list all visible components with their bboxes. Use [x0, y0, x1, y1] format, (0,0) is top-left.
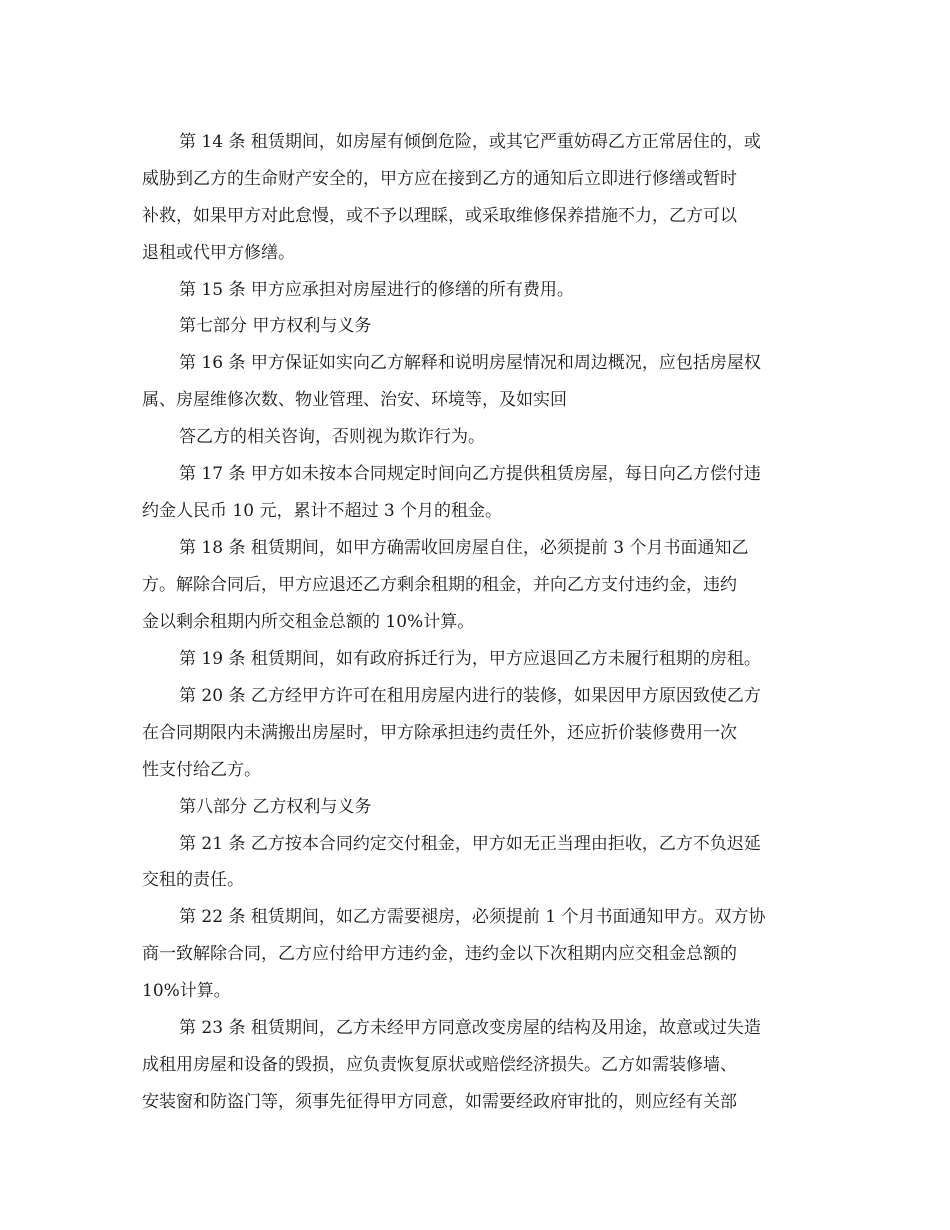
article-14-line-1: 第 14 条 租赁期间，如房屋有倾倒危险，或其它严重妨碍乙方正常居住的，或 — [179, 132, 761, 152]
article-14-line-2: 威胁到乙方的生命财产安全的，甲方应在接到乙方的通知后立即进行修缮或暂时 — [142, 169, 737, 189]
article-22-line-2: 商一致解除合同，乙方应付给甲方违约金，违约金以下次租期内应交租金总额的 — [142, 944, 737, 964]
article-14-line-4: 退租或代甲方修缮。 — [142, 243, 295, 263]
article-18-line-3: 金以剩余租期内所交租金总额的 10%计算。 — [142, 612, 475, 632]
article-23-line-3: 安装窗和防盗门等，须事先征得甲方同意，如需要经政府审批的，则应经有关部 — [142, 1092, 737, 1112]
article-20-line-3: 性支付给乙方。 — [142, 760, 261, 780]
article-20-line-2: 在合同期限内未满搬出房屋时，甲方除承担违约责任外，还应折价装修费用一次 — [142, 723, 737, 743]
article-21-line-2: 交租的责任。 — [142, 870, 244, 890]
article-16-line-3: 答乙方的相关咨询，否则视为欺诈行为。 — [179, 427, 485, 447]
article-15-line-1: 第 15 条 甲方应承担对房屋进行的修缮的所有费用。 — [179, 280, 574, 300]
article-18-line-1: 第 18 条 租赁期间，如甲方确需收回房屋自住，必须提前 3 个月书面通知乙 — [179, 538, 749, 558]
article-23-line-1: 第 23 条 租赁期间，乙方未经甲方同意改变房屋的结构及用途，故意或过失造 — [179, 1018, 761, 1038]
section-8-heading: 第八部分 乙方权利与义务 — [179, 797, 372, 817]
article-17-line-1: 第 17 条 甲方如未按本合同规定时间向乙方提供租赁房屋，每日向乙方偿付违 — [179, 464, 761, 484]
article-23-line-2: 成租用房屋和设备的毁损，应负责恢复原状或赔偿经济损失。乙方如需装修墙、 — [142, 1055, 737, 1075]
article-20-line-1: 第 20 条 乙方经甲方许可在租用房屋内进行的装修，如果因甲方原因致使乙方 — [179, 686, 761, 706]
article-14-line-3: 补救，如果甲方对此怠慢，或不予以理睬，或采取维修保养措施不力，乙方可以 — [142, 206, 737, 226]
article-18-line-2: 方。解除合同后，甲方应退还乙方剩余租期的租金，并向乙方支付违约金，违约 — [142, 575, 737, 595]
article-22-line-1: 第 22 条 租赁期间，如乙方需要褪房，必须提前 1 个月书面通知甲方。双方协 — [179, 907, 766, 927]
article-16-line-2: 属、房屋维修次数、物业管理、治安、环境等，及如实回 — [142, 390, 567, 410]
article-21-line-1: 第 21 条 乙方按本合同约定交付租金，甲方如无正当理由拒收，乙方不负迟延 — [179, 834, 761, 854]
article-16-line-1: 第 16 条 甲方保证如实向乙方解释和说明房屋情况和周边概况，应包括房屋权 — [179, 353, 761, 373]
section-7-heading: 第七部分 甲方权利与义务 — [179, 316, 372, 336]
article-19-line-1: 第 19 条 租赁期间，如有政府拆迁行为，甲方应退回乙方未履行租期的房租。 — [179, 649, 761, 669]
article-22-line-3: 10%计算。 — [142, 981, 231, 1001]
article-17-line-2: 约金人民币 10 元，累计不超过 3 个月的租金。 — [142, 501, 503, 521]
